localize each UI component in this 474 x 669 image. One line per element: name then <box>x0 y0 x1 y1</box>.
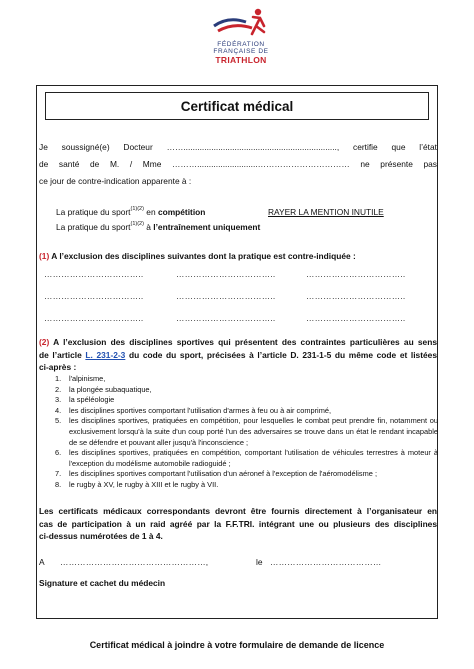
list-item <box>55 395 438 406</box>
section-2-number: (2) <box>39 337 50 347</box>
intro-line-2: de santé de M. / Mme ………..........................…………………………… ne présente pas <box>39 159 437 169</box>
practice-connector: en <box>143 207 158 217</box>
list-text: l'alpinisme, <box>69 374 106 383</box>
exclusion-field[interactable]: …………………………….. <box>176 269 276 279</box>
section-1-text: A l’exclusion des disciplines suivantes dont la pratique est contre-indiquée : <box>49 251 356 261</box>
logo-line-2: FRANÇAISE DE <box>213 48 269 55</box>
list-item <box>55 385 438 396</box>
list-text: les disciplines sportives comportant l'utilisation d'un aéronef à l'exception de l'aéromodélisme ; <box>69 469 377 479</box>
list-number: 6. <box>55 448 62 458</box>
exclusion-field[interactable]: …………………………….. <box>306 313 406 323</box>
note-line-1: Les certificats médicaux correspondants devront être fournis directement à l’organisateur en <box>39 506 437 516</box>
discipline-list <box>55 374 438 491</box>
practice-training-label: l’entraînement uniquement <box>153 222 261 232</box>
list-text: les disciplines sportives, pratiquées en compétition, comportant l'utilisation de véhicules terrestres à moteur à l'exception du modélisme automobile radioguidé ; <box>69 448 438 468</box>
place-field[interactable]: ……………………………………………, <box>60 557 209 567</box>
list-number: 2. <box>55 384 62 394</box>
exclusion-field[interactable]: …………………………….. <box>176 291 276 301</box>
practice-competition <box>56 207 205 217</box>
list-item <box>55 448 438 469</box>
list-number: 3. <box>55 395 62 405</box>
practice-training <box>56 222 260 232</box>
practice-label: La pratique du sport <box>56 222 131 232</box>
section-2-text: de l’article <box>39 349 86 360</box>
list-number: 1. <box>55 374 62 383</box>
triathlon-emblem-icon <box>206 6 276 40</box>
list-text: le rugby à XV, le rugby à XIII et le rugby à VII. <box>69 479 219 489</box>
date-field[interactable]: ………………………………… <box>270 557 382 567</box>
practice-competition-label: compétition <box>157 207 206 217</box>
practice-label: La pratique du sport <box>56 207 131 217</box>
section-1-heading <box>39 251 356 261</box>
exclusion-field[interactable]: …………………………….. <box>44 291 144 301</box>
footnote-ref: (1)(2) <box>130 206 144 212</box>
list-item <box>55 406 438 417</box>
exclusion-field[interactable]: …………………………….. <box>176 313 276 323</box>
rayer-mention: RAYER LA MENTION INUTILE <box>268 207 384 217</box>
list-item <box>55 416 438 448</box>
section-2-text: A l’exclusion des disciplines sportives qui présentent des contraintes particulières au sens <box>49 337 437 347</box>
exclusion-field[interactable]: …………………………….. <box>44 269 144 279</box>
exclusion-field[interactable]: …………………………….. <box>306 291 406 301</box>
intro-line-1: Je soussigné(e) Docteur …….................................................................., certifie que l’état <box>39 142 437 152</box>
section-2-line-3: ci-après : <box>39 362 77 372</box>
footnote-ref: (1)(2) <box>130 221 144 227</box>
place-label: A <box>39 557 45 567</box>
list-number: 7. <box>55 469 62 479</box>
note-line-3: ci-dessus numérotées de 1 à 4. <box>39 531 163 541</box>
list-number: 8. <box>55 479 62 489</box>
exclusion-field[interactable]: …………………………….. <box>306 269 406 279</box>
signature-label: Signature et cachet du médecin <box>39 578 166 588</box>
list-item <box>55 480 438 491</box>
logo-line-1: FÉDÉRATION <box>217 41 265 48</box>
section-2-line-1 <box>39 336 437 349</box>
intro-line-3: ce jour de contre-indication apparente à : <box>39 176 192 186</box>
section-1-number: (1) <box>39 251 50 261</box>
section-2-text: du code du sport, précisées à l’article D. 231-1-5 du même code et listées <box>125 349 437 360</box>
list-item <box>55 374 438 385</box>
list-text: la plongée subaquatique, <box>69 384 152 394</box>
section-2-line-2 <box>39 349 437 362</box>
article-link[interactable]: L. 231-2-3 <box>85 349 126 360</box>
exclusion-field[interactable]: …………………………….. <box>44 313 144 323</box>
date-label: le <box>256 557 263 567</box>
footer-note: Certificat médical à joindre à votre formulaire de demande de licence <box>89 640 385 650</box>
list-number: 5. <box>55 416 62 426</box>
certificate-title: Certificat médical <box>45 92 429 120</box>
federation-logo <box>196 6 286 70</box>
note-line-2: cas de participation à un raid agréé par la F.F.TRI. intégrant une ou plusieurs des disciplines <box>39 518 437 529</box>
list-text: les disciplines sportives comportant l'utilisation d'armes à feu ou à air comprimé, <box>69 405 332 415</box>
list-item <box>55 469 438 480</box>
logo-line-3: TRIATHLON <box>215 55 267 65</box>
list-number: 4. <box>55 405 62 415</box>
list-text: la spéléologie <box>69 395 115 405</box>
practice-connector: à <box>143 222 154 232</box>
list-text: les disciplines sportives, pratiquées en compétition, pour lesquelles le combat peut prendre fin, notamment ou exclusivement lorsqu'à la suite d'un coup porté l'un des adversaires se trouve dans un état le rendant incapable de se défendre et pouvant aller jusqu'à l'inconscience ; <box>69 416 438 447</box>
